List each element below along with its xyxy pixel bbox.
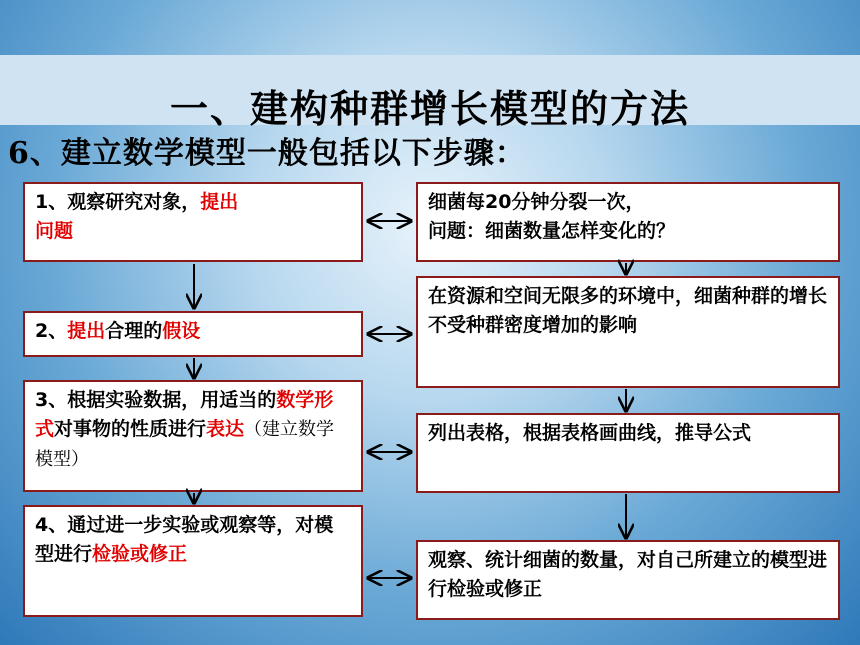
example-1-line-2: 问题：细菌数量怎样变化的？ (428, 220, 676, 243)
step-3-highlight-2: 表达 (206, 418, 245, 441)
step-1-highlight: 提出 (200, 191, 239, 213)
example-1-line-1: 细菌每20分钟分裂一次， (428, 191, 645, 213)
step-2-highlight: 提出 (67, 320, 106, 342)
step-2-highlight-2: 假设 (162, 320, 201, 342)
example-3-text: 列出表格，根据表格画曲线，推导公式 (428, 422, 752, 444)
step-4-text: 4、通过进一步实验或观察等，对模型进行 (35, 514, 334, 566)
step-3-text: 3、根据实验数据，用适当的 (35, 389, 277, 411)
step-3-highlight: 数学形式 (35, 389, 334, 441)
step-2-text-2: 合理的 (105, 320, 163, 342)
step-3-text-2: 对事物的性质进行 (54, 418, 207, 441)
step-4-highlight: 检验或修正 (92, 543, 188, 566)
step-2-text: 2、 (35, 320, 68, 342)
example-2-text: 在资源和空间无限多的环境中，细菌种群的增长不受种群密度增加的影响 (428, 285, 828, 337)
step-3-text-3: （建立数学模型） (35, 419, 335, 470)
example-4-text: 观察、统计细菌的数量，对自己所建立的模型进行检验或修正 (428, 549, 828, 601)
step-1-text: 1、观察研究对象， (35, 191, 201, 213)
step-1-highlight-2: 问题 (35, 220, 74, 243)
slide-subtitle: 6、建立数学模型一般包括以下步骤： (8, 136, 526, 171)
slide-title: 一、建构种群增长模型的方法 (169, 86, 690, 131)
